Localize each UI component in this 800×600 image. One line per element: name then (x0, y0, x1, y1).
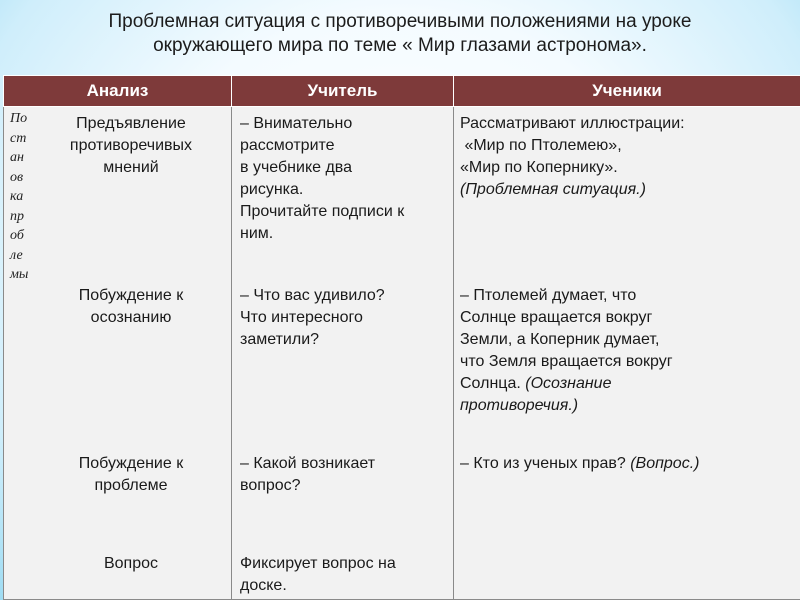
analysis-step-2-line: осознанию (90, 309, 172, 326)
teacher-step-1-line: в учебнике два (240, 159, 353, 176)
slide-title-line-1: Проблемная ситуация с противоречивыми положениями на уроке (108, 11, 692, 32)
side-label-syllable: По (10, 111, 28, 126)
students-step-2-line: Земли, а Коперник думает, (460, 331, 660, 348)
students-step-1-line: «Мир по Копернику». (460, 159, 618, 176)
students-step-3-text: – Кто из ученых прав? (460, 455, 631, 472)
students-step-2-line (460, 373, 798, 395)
side-label-syllable: ан (10, 150, 24, 165)
column-header-teacher: Учитель (232, 76, 454, 107)
teacher-step-2-line: – Что вас удивило? (240, 287, 385, 304)
students-step-2-last-line: Солнца. (460, 375, 526, 392)
side-label-syllable: ка (10, 189, 24, 204)
students-step-3-line (460, 453, 798, 475)
students-step-1-line: Рассматривают иллюстрации: (460, 115, 685, 132)
teacher-step-3-line: – Какой возникает (240, 455, 376, 472)
analysis-step-3 (36, 453, 226, 497)
students-step-2-note-end: противоречия.) (460, 397, 579, 414)
teacher-step-1-line: ним. (240, 225, 274, 242)
teacher-cell (232, 107, 454, 600)
teacher-step-2 (240, 285, 452, 351)
students-step-3-note: (Вопрос.) (630, 455, 700, 472)
teacher-step-1-line: Прочитайте подписи к (240, 203, 405, 220)
students-step-2-line: Солнце вращается вокруг (460, 309, 653, 326)
analysis-cell (4, 107, 232, 600)
students-step-2-note: (Осознание (525, 375, 612, 392)
students-step-2-line: что Земля вращается вокруг (460, 353, 673, 370)
side-label-syllable: ле (10, 247, 23, 263)
students-cell (454, 107, 800, 600)
analysis-step-1-line: Предъявление (76, 115, 186, 132)
analysis-step-1-line: противоречивых (69, 137, 193, 154)
side-label-syllable: об (10, 228, 24, 243)
teacher-step-1 (240, 113, 452, 245)
teacher-step-4 (240, 553, 452, 597)
analysis-step-4-line: Вопрос (103, 555, 159, 572)
lesson-table (3, 75, 800, 600)
analysis-step-3-line: проблеме (94, 477, 168, 494)
teacher-step-2-line: заметили? (240, 331, 320, 348)
teacher-step-3 (240, 453, 452, 497)
teacher-step-4-line: доске. (240, 577, 287, 594)
teacher-step-3-line: вопрос? (240, 477, 301, 494)
column-header-analysis: Анализ (4, 76, 232, 107)
students-step-3 (460, 453, 798, 475)
teacher-step-1-line: – Внимательно (240, 115, 353, 132)
side-label-syllable: ов (10, 169, 24, 185)
teacher-step-1-line: рассмотрите (240, 137, 335, 154)
analysis-step-3-line: Побуждение к (78, 455, 184, 472)
students-step-2 (460, 285, 798, 417)
analysis-step-1 (36, 113, 226, 179)
teacher-step-1-line: рисунка. (240, 181, 304, 198)
side-label-syllable: пр (10, 208, 24, 224)
side-label-syllable: ст (10, 130, 27, 146)
teacher-step-4-line: Фиксирует вопрос на (240, 555, 396, 572)
analysis-step-2 (36, 285, 226, 329)
analysis-step-1-line: мнений (103, 159, 159, 176)
students-step-2-line: – Птолемей думает, что (460, 287, 637, 304)
students-step-1-line: «Мир по Птолемею», (460, 137, 622, 154)
analysis-step-2-line: Побуждение к (78, 287, 184, 304)
students-step-1-note: (Проблемная ситуация.) (460, 181, 646, 198)
column-header-students: Ученики (454, 76, 800, 107)
side-label-syllable: мы (10, 267, 29, 282)
slide-title-line-2: окружающего мира по теме « Мир глазами астронома». (153, 35, 647, 56)
analysis-step-4 (36, 553, 226, 575)
problem-statement-vertical-label (10, 109, 34, 285)
slide-title (20, 10, 780, 58)
teacher-step-2-line: Что интересного (240, 309, 363, 326)
table-body-row (4, 107, 800, 600)
students-step-1 (460, 113, 798, 201)
table-header-row (4, 76, 800, 107)
